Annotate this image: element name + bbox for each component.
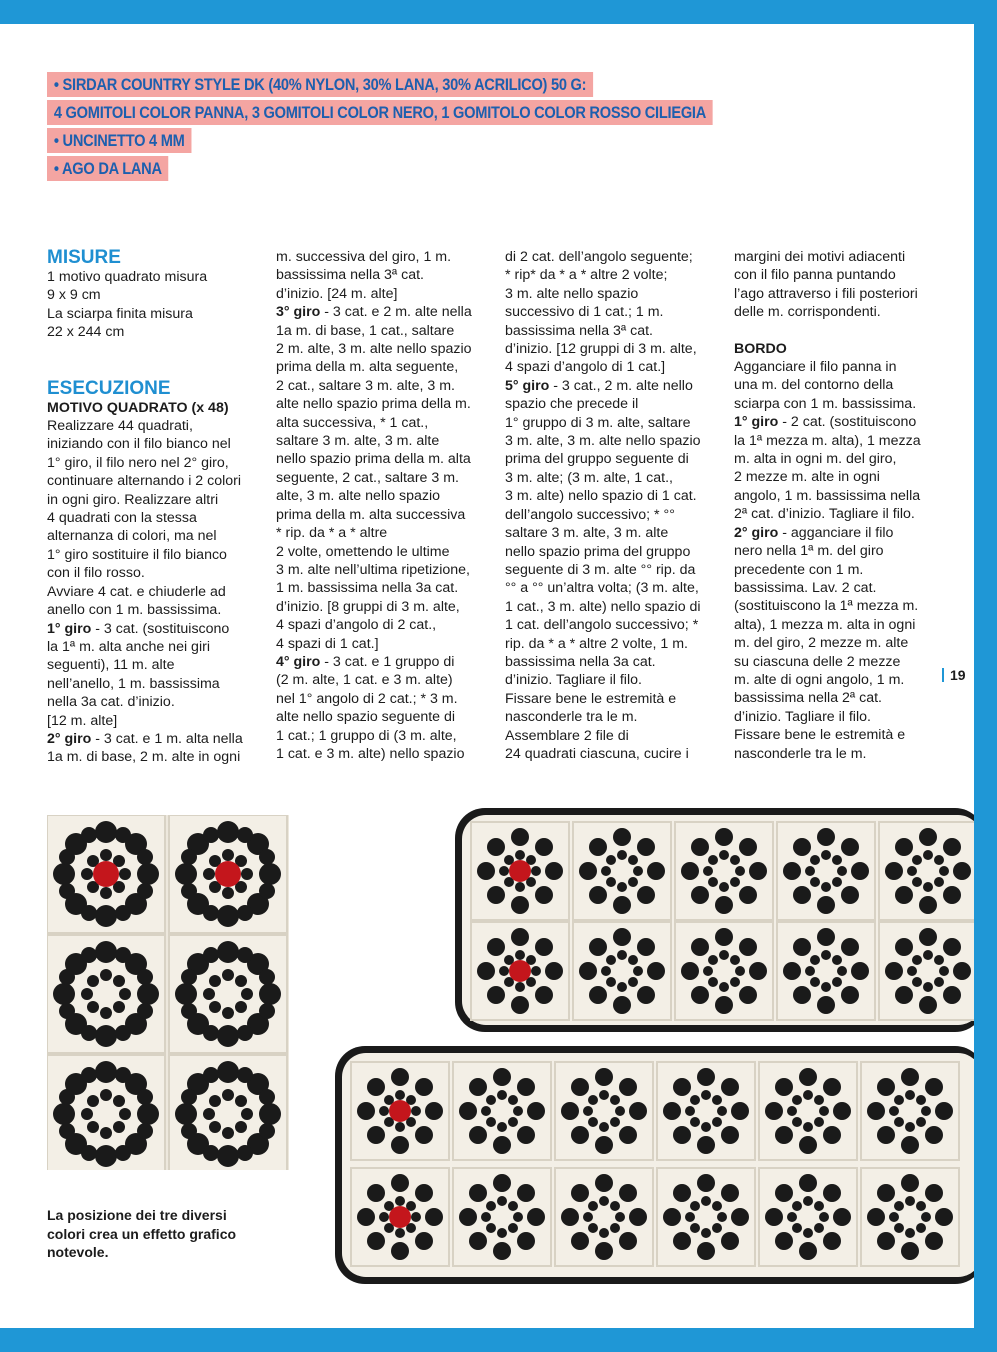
text-line: una m. del contorno della	[734, 377, 894, 394]
assembly-cont	[734, 248, 946, 322]
text-line: nasconderle tra le m.	[505, 709, 638, 726]
text-line: l’ago attraverso i fili posteriori	[734, 285, 918, 302]
text-line: saltare 3 m. alte, 3 m. alte	[276, 433, 440, 450]
text-line: Agganciare il filo panna in	[734, 359, 897, 376]
text-line: alta), 1 mezza m. alta in ogni	[734, 616, 916, 633]
text-line: nasconderle tra le m.	[734, 745, 867, 762]
text-line: m. alte di ogni angolo, 1 m.	[734, 671, 905, 688]
text-line: Fissare bene le estremità e	[505, 690, 677, 707]
misure-text	[47, 268, 259, 342]
text-line: 3 m. alte) nello spazio di 1 cat.	[505, 488, 697, 505]
text-line: 1° gruppo di 3 m. alte, saltare	[505, 414, 691, 431]
text-line: prima del gruppo seguente di	[505, 451, 689, 468]
text-line: Fissare bene le estremità e	[734, 727, 906, 744]
text-line: bassissima nella 3ª cat.	[505, 322, 653, 339]
giro-5: 5° giro - 3 cat., 2 m. alte nello	[505, 377, 693, 394]
text-line: 1° giro, il filo nero nel 2° giro,	[47, 454, 229, 471]
bordo-text	[734, 358, 946, 413]
text-line: delle m. corrispondenti.	[734, 304, 881, 321]
text-line: 4 spazi d’angolo di 2 cat.,	[276, 617, 437, 634]
text-line: 3 m. alte nello spazio	[505, 285, 639, 302]
text-line: spazio che precede il	[505, 396, 639, 413]
text-line: angolo, 1 m. bassissima nella	[734, 487, 921, 504]
text-line: 4 spazi di 1 cat.]	[276, 635, 379, 652]
text-line: (sostituiscono la 1ª mezza m.	[734, 598, 919, 615]
text-line: dell’angolo successivo; * °°	[505, 506, 675, 523]
giro-5-text	[505, 395, 717, 763]
text-line: 1° giro sostituire il filo bianco	[47, 546, 227, 563]
text-line: 4 quadrati con la stessa	[47, 510, 197, 527]
text-line: seguenti), 11 m. alte	[47, 657, 175, 674]
text-line: 22 x 244 cm	[47, 324, 125, 341]
crochet-scarf-photo	[335, 808, 974, 1284]
text-line: alte, 3 m. alte nello spazio	[276, 488, 441, 505]
text-line: rip. da * a * altre 2 volte, 1 m.	[505, 635, 688, 652]
material-yarn-colors: 4 GOMITOLI COLOR PANNA, 3 GOMITOLI COLOR NERO, 1 GOMITOLO COLOR ROSSO CILIEGIA	[47, 100, 713, 125]
text-line: d’inizio. Tagliare il filo.	[734, 708, 871, 725]
text-column-2	[276, 248, 488, 763]
text-line: seguente, 2 cat., saltare 3 m.	[276, 469, 459, 486]
text-line: in ogni giro. Realizzare altri	[47, 491, 219, 508]
text-line: Realizzare 44 quadrati,	[47, 418, 193, 435]
esecuzione-heading: ESECUZIONE	[47, 377, 171, 399]
text-line: successivo di 1 cat.; 1 m.	[505, 304, 664, 321]
text-line: * rip. da * a * altre	[276, 525, 388, 542]
text-line: La sciarpa finita misura	[47, 305, 193, 322]
text-line: nel 1° angolo di 2 cat.; * 3 m.	[276, 690, 458, 707]
text-line: 2ª cat. d’inizio. Tagliare il filo.	[734, 506, 915, 523]
text-column-3	[505, 248, 717, 763]
bordo-heading: BORDO	[734, 340, 787, 357]
giro-2-cont	[276, 248, 488, 303]
text-line: Assemblare 2 file di	[505, 727, 629, 744]
text-line: 4 spazi d’angolo di 1 cat.]	[505, 359, 666, 376]
crochet-closeup-photo	[47, 815, 289, 1170]
text-line: margini dei motivi adiacenti	[734, 249, 906, 265]
bordo-giro-1-text	[734, 432, 946, 524]
bordo-giro-1: 1° giro - 2 cat. (sostituiscono	[734, 414, 917, 431]
text-line: m. del giro, 2 mezze m. alte	[734, 635, 909, 652]
text-line: m. alta in ogni m. del giro,	[734, 451, 897, 468]
material-hook: • UNCINETTO 4 MM	[47, 128, 191, 153]
giro-3: 3° giro - 3 cat. e 2 m. alte nella	[276, 304, 472, 321]
bordo-giro-2: 2° giro - agganciare il filo	[734, 524, 894, 541]
text-line: seguente di 3 m. alte °° rip. da	[505, 561, 696, 578]
text-line: d’inizio. [24 m. alte]	[276, 285, 398, 302]
text-line: bassissima nella 3a cat.	[505, 653, 656, 670]
text-line: m. successiva del giro, 1 m.	[276, 249, 452, 265]
text-line: 2 mezze m. alte in ogni	[734, 469, 880, 486]
giro-4-text	[276, 671, 488, 763]
motivo-heading: MOTIVO QUADRATO (x 48)	[47, 399, 229, 416]
giro-4: 4° giro - 3 cat. e 1 gruppo di	[276, 653, 455, 670]
text-line: precedente con 1 m.	[734, 561, 864, 578]
text-line: d’inizio. Tagliare il filo.	[505, 672, 642, 689]
text-line: 1 cat., 3 m. alte) nello spazio di	[505, 598, 701, 615]
text-line: alternanza di colori, ma nel	[47, 528, 217, 545]
text-line: saltare 3 m. alte, 3 m. alte	[505, 525, 669, 542]
text-line: nero nella 1ª m. del giro	[734, 543, 884, 560]
text-line: prima della m. alta seguente,	[276, 359, 459, 376]
text-line: con il filo rosso.	[47, 565, 145, 582]
text-line: nello spazio prima del gruppo	[505, 543, 691, 560]
text-line: la 1ª m. alta anche nei giri	[47, 638, 210, 655]
text-line: alte nello spazio prima della m.	[276, 396, 471, 413]
page-frame-right	[974, 0, 997, 1352]
text-line: 3 m. alte, 3 m. alte nello spazio	[505, 433, 701, 450]
text-column-1	[47, 248, 259, 767]
text-line: d’inizio. [8 gruppi di 3 m. alte,	[276, 598, 460, 615]
text-line: anello con 1 m. bassissima.	[47, 602, 222, 619]
text-line: nella 3a cat. d’inizio.	[47, 694, 175, 711]
text-column-4	[734, 248, 946, 763]
text-line: bassissima. Lav. 2 cat.	[734, 579, 877, 596]
photo-caption: La posizione dei tre diversi colori crea un effetto grafico notevole.	[47, 1207, 237, 1260]
text-line: 2 m. alte, 3 m. alte nello spazio	[276, 341, 472, 358]
material-needle: • AGO DA LANA	[47, 156, 169, 181]
motivo-intro	[47, 417, 259, 619]
giro-2: 2° giro - 3 cat. e 1 m. alta nella	[47, 730, 243, 747]
text-line: 1 m. bassissima nella 3a cat.	[276, 580, 459, 597]
text-line: * rip* da * a * altre 2 volte;	[505, 267, 668, 284]
text-line: alta successiva, * 1 cat.,	[276, 414, 429, 431]
text-line: 1a m. di base, 2 m. alte in ogni	[47, 749, 241, 766]
text-line: la 1ª mezza m. alta), 1 mezza	[734, 432, 921, 449]
text-line: su ciascuna delle 2 mezze	[734, 653, 901, 670]
materials-list	[47, 72, 821, 184]
text-line: continuare alternando i 2 colori	[47, 473, 242, 490]
text-line: di 2 cat. dell’angolo seguente;	[505, 249, 693, 265]
text-line: 1a m. di base, 1 cat., saltare	[276, 322, 455, 339]
text-line: d’inizio. [12 gruppi di 3 m. alte,	[505, 341, 697, 358]
text-line: bassissima nella 2ª cat.	[734, 690, 882, 707]
giro-4-cont	[505, 248, 717, 377]
text-line: (2 m. alte, 1 cat. e 3 m. alte)	[276, 672, 453, 689]
text-line: 24 quadrati ciascuna, cucire i	[505, 745, 689, 762]
page-frame-top	[0, 0, 997, 24]
text-line: 3 m. alte; (3 m. alte, 1 cat.,	[505, 469, 673, 486]
text-line: nello spazio prima della m. alta	[276, 451, 471, 468]
text-line: 1 motivo quadrato misura	[47, 269, 208, 285]
text-line: 1 cat. e 3 m. alte) nello spazio	[276, 745, 465, 762]
page-frame-bottom	[0, 1328, 997, 1352]
text-line: prima della m. alta successiva	[276, 506, 466, 523]
text-line: [12 m. alte]	[47, 712, 118, 729]
text-line: 3 m. alte nell’ultima ripetizione,	[276, 561, 470, 578]
material-yarn: • SIRDAR COUNTRY STYLE DK (40% NYLON, 30% LANA, 30% ACRILICO) 50 G:	[47, 72, 593, 97]
giro-2-text	[47, 748, 259, 766]
text-line: 1 cat.; 1 gruppo di (3 m. alte,	[276, 727, 457, 744]
text-line: con il filo panna puntando	[734, 267, 896, 284]
text-line: nell’anello, 1 m. bassissima	[47, 675, 220, 692]
text-line: sciarpa con 1 m. bassissima.	[734, 395, 917, 412]
bordo-giro-2-text	[734, 542, 946, 763]
text-line: bassissima nella 3ª cat.	[276, 267, 424, 284]
page-number: 19	[942, 667, 966, 683]
misure-heading: MISURE	[47, 247, 121, 268]
text-line: °° a °° un’altra volta; (3 m. alte,	[505, 580, 699, 597]
text-line: 9 x 9 cm	[47, 287, 101, 304]
giro-1-text	[47, 638, 259, 730]
text-line: 2 cat., saltare 3 m. alte, 3 m.	[276, 377, 455, 394]
text-line: Avviare 4 cat. e chiuderle ad	[47, 583, 226, 600]
text-line: 1 cat. dell’angolo successivo; *	[505, 617, 699, 634]
text-line: alte nello spazio seguente di	[276, 709, 456, 726]
giro-1: 1° giro - 3 cat. (sostituiscono	[47, 620, 230, 637]
giro-3-text	[276, 322, 488, 653]
text-line: 2 volte, omettendo le ultime	[276, 543, 450, 560]
text-line: iniziando con il filo bianco nel	[47, 436, 231, 453]
